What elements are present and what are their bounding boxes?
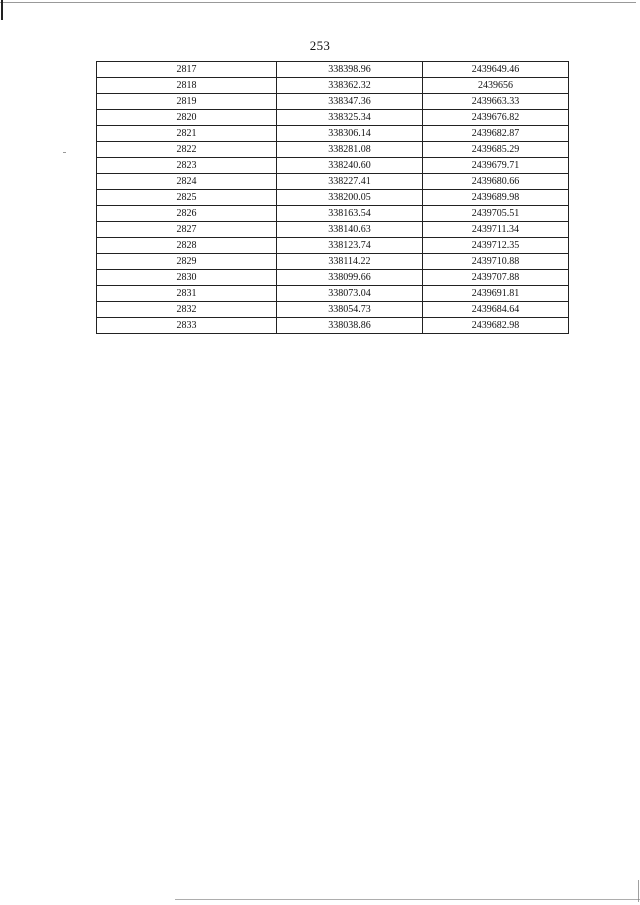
y-coordinate-cell: 2439710.88 xyxy=(423,254,569,270)
x-coordinate-cell: 338099.66 xyxy=(277,270,423,286)
x-coordinate-cell: 338114.22 xyxy=(277,254,423,270)
table-row xyxy=(97,318,569,334)
x-coordinate-cell: 338163.54 xyxy=(277,206,423,222)
x-coordinate-cell: 338123.74 xyxy=(277,238,423,254)
table-row xyxy=(97,174,569,190)
x-coordinate-cell: 338362.32 xyxy=(277,78,423,94)
x-coordinate-cell: 338398.96 xyxy=(277,62,423,78)
y-coordinate-cell: 2439679.71 xyxy=(423,158,569,174)
table-row xyxy=(97,222,569,238)
x-coordinate-cell: 338347.36 xyxy=(277,94,423,110)
point-number-cell: 2831 xyxy=(97,286,277,302)
table-row xyxy=(97,94,569,110)
y-coordinate-cell: 2439711.34 xyxy=(423,222,569,238)
point-number-cell: 2833 xyxy=(97,318,277,334)
table-row xyxy=(97,142,569,158)
x-coordinate-cell: 338073.04 xyxy=(277,286,423,302)
table-row xyxy=(97,110,569,126)
x-coordinate-cell: 338306.14 xyxy=(277,126,423,142)
table-row xyxy=(97,190,569,206)
y-coordinate-cell: 2439656 xyxy=(423,78,569,94)
point-number-cell: 2828 xyxy=(97,238,277,254)
scan-edge-top xyxy=(0,2,636,3)
point-number-cell: 2830 xyxy=(97,270,277,286)
y-coordinate-cell: 2439663.33 xyxy=(423,94,569,110)
table-row xyxy=(97,158,569,174)
x-coordinate-cell: 338200.05 xyxy=(277,190,423,206)
table-row xyxy=(97,206,569,222)
y-coordinate-cell: 2439649.46 xyxy=(423,62,569,78)
point-number-cell: 2829 xyxy=(97,254,277,270)
point-number-cell: 2820 xyxy=(97,110,277,126)
y-coordinate-cell: 2439689.98 xyxy=(423,190,569,206)
point-number-cell: 2826 xyxy=(97,206,277,222)
y-coordinate-cell: 2439712.35 xyxy=(423,238,569,254)
y-coordinate-cell: 2439682.98 xyxy=(423,318,569,334)
scan-edge-bottom xyxy=(175,899,640,900)
table-row xyxy=(97,286,569,302)
scan-speck xyxy=(63,152,66,153)
y-coordinate-cell: 2439684.64 xyxy=(423,302,569,318)
table-row xyxy=(97,270,569,286)
scan-edge-left xyxy=(1,0,3,20)
page-number: 253 xyxy=(309,38,331,53)
x-coordinate-cell: 338140.63 xyxy=(277,222,423,238)
x-coordinate-cell: 338281.08 xyxy=(277,142,423,158)
point-number-cell: 2825 xyxy=(97,190,277,206)
point-number-cell: 2819 xyxy=(97,94,277,110)
point-number-cell: 2827 xyxy=(97,222,277,238)
y-coordinate-cell: 2439682.87 xyxy=(423,126,569,142)
point-number-cell: 2821 xyxy=(97,126,277,142)
x-coordinate-cell: 338227.41 xyxy=(277,174,423,190)
table-row xyxy=(97,126,569,142)
x-coordinate-cell: 338038.86 xyxy=(277,318,423,334)
table-row xyxy=(97,78,569,94)
point-number-cell: 2817 xyxy=(97,62,277,78)
table-row xyxy=(97,238,569,254)
y-coordinate-cell: 2439705.51 xyxy=(423,206,569,222)
table-row xyxy=(97,302,569,318)
x-coordinate-cell: 338325.34 xyxy=(277,110,423,126)
y-coordinate-cell: 2439680.66 xyxy=(423,174,569,190)
x-coordinate-cell: 338240.60 xyxy=(277,158,423,174)
point-number-cell: 2822 xyxy=(97,142,277,158)
table-row xyxy=(97,62,569,78)
y-coordinate-cell: 2439676.82 xyxy=(423,110,569,126)
table-row xyxy=(97,254,569,270)
y-coordinate-cell: 2439685.29 xyxy=(423,142,569,158)
y-coordinate-cell: 2439707.88 xyxy=(423,270,569,286)
x-coordinate-cell: 338054.73 xyxy=(277,302,423,318)
point-number-cell: 2818 xyxy=(97,78,277,94)
point-number-cell: 2832 xyxy=(97,302,277,318)
point-number-cell: 2823 xyxy=(97,158,277,174)
point-number-cell: 2824 xyxy=(97,174,277,190)
y-coordinate-cell: 2439691.81 xyxy=(423,286,569,302)
coordinates-table xyxy=(96,61,569,334)
coordinates-table-body xyxy=(97,62,569,334)
